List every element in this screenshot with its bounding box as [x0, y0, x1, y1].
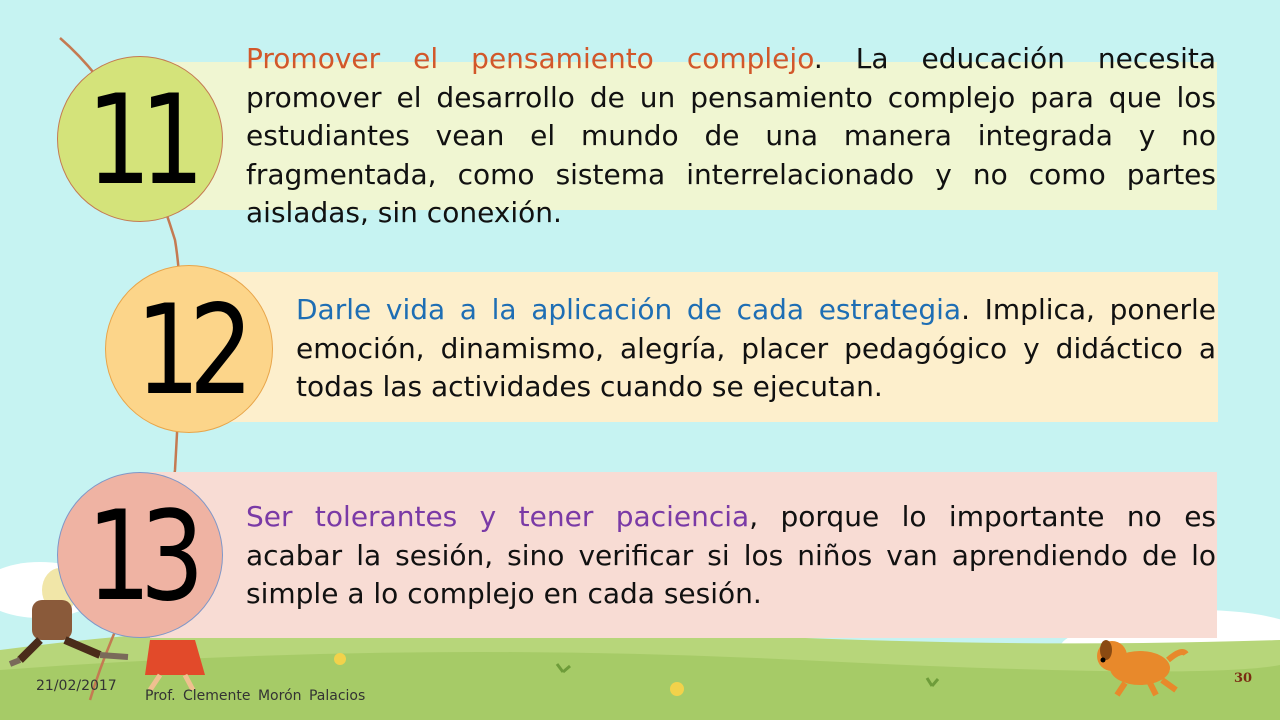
footer-date: 21/02/2017	[36, 678, 117, 694]
item-13-number-circle	[57, 472, 223, 638]
flower-icon	[334, 653, 346, 665]
item-13-highlight: Ser tolerantes y tener paciencia	[246, 500, 750, 533]
item-13-number: 13	[86, 485, 194, 629]
page-number: 30	[1234, 671, 1253, 686]
item-11-highlight: Promover el pensamiento complejo	[246, 42, 814, 75]
item-11-text: Promover el pensamiento complejo. La educación necesita promover el desarrollo de un pensamiento complejo para que los estudiantes vean el mundo de una manera integrada y no fragmentada, como sistema interrelacionado y no como partes aisladas, sin conexión.	[246, 42, 1216, 229]
item-12-number-circle	[105, 265, 273, 433]
item-12-text: Darle vida a la aplicación de cada estrategia. Implica, ponerle emoción, dinamismo, alegría, placer pedagógico y didáctico a todas las actividades cuando se ejecutan.	[296, 293, 1216, 403]
item-12-highlight: Darle vida a la aplicación de cada estrategia	[296, 293, 962, 326]
footer-author: Prof. Clemente Morón Palacios	[145, 688, 366, 704]
item-13-text: Ser tolerantes y tener paciencia, porque lo importante no es acabar la sesión, sino verificar si los niños van aprendiendo de lo simple a lo complejo en cada sesión.	[246, 500, 1217, 610]
item-11-number-circle	[57, 56, 223, 222]
item-11-number: 11	[86, 69, 194, 213]
item-12-number: 12	[135, 279, 243, 423]
